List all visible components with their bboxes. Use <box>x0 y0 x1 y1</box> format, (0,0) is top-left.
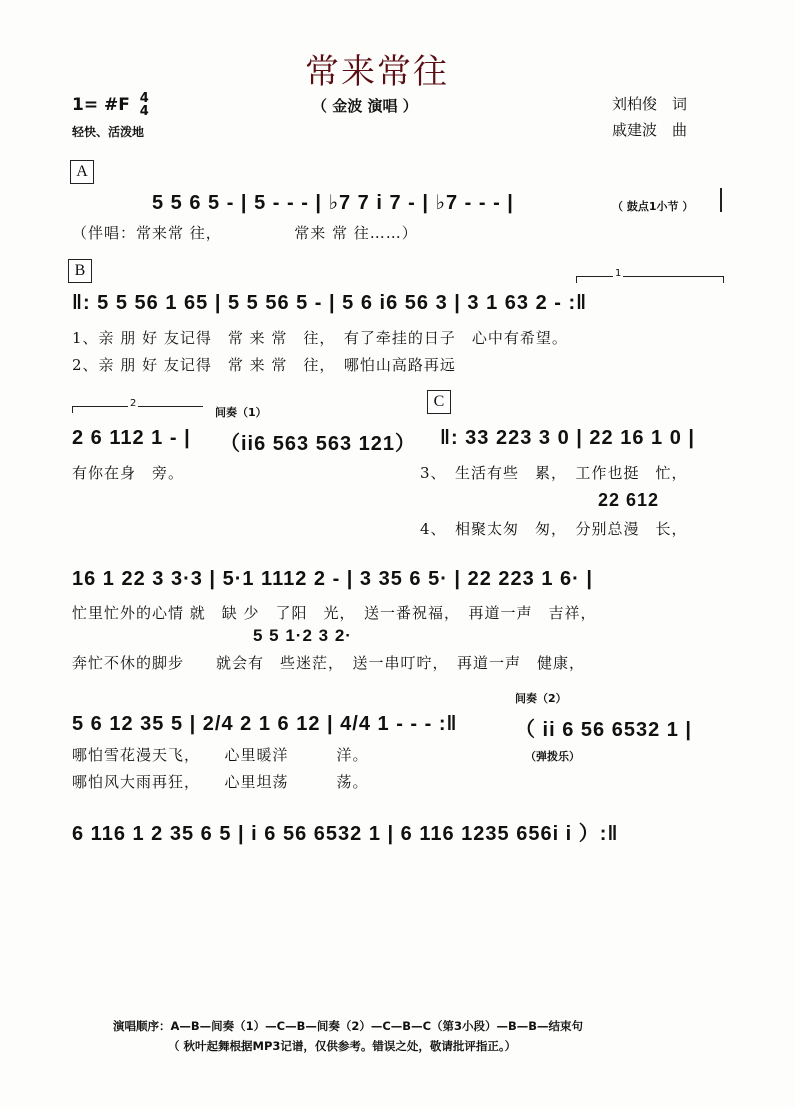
section-c-lyrics-verse4: 4、 相聚太匆 匆， 分别总漫 长， <box>420 520 688 538</box>
section-c-line2-lyrics-verse4: 奔忙不休的脚步 就会有 些迷茫， 送一串叮咛， 再道一声 健康， <box>72 654 586 672</box>
volta-2-lyrics: 有你在身 旁。 <box>72 464 185 482</box>
volta-bracket-1: 1 <box>576 276 724 283</box>
lyricist-credit: 刘柏俊 词 <box>612 95 688 113</box>
section-b-lyrics-verse2: 2、亲 朋 好 友记得 常 来 常 往， 哪怕山高路再远 <box>72 356 456 374</box>
key-label: 1= #F <box>72 95 130 115</box>
section-a-lyrics: （伴唱：常来常 往， 常来 常 往……） <box>72 224 418 242</box>
interlude-1-label: 间奏（1） <box>215 406 267 419</box>
time-signature: 4 4 <box>139 91 149 119</box>
barline <box>720 188 722 212</box>
section-b-notes: ‖: 5 5 56 1 65 | 5 5 56 5 - | 5 6 i6 56 3 | 3 1 63 2 - :‖ <box>72 292 588 314</box>
section-label-b: B <box>68 259 92 283</box>
section-label-c: C <box>427 390 451 414</box>
key-signature <box>72 92 149 118</box>
section-c-notes: ‖: 33 223 3 0 | 22 16 1 0 | <box>440 427 695 449</box>
section-c-lyrics-verse3: 3、 生活有些 累， 工作也挺 忙， <box>420 464 688 482</box>
section-c-line2-alt-notes: 5 5 1·2 3 2· <box>253 626 352 645</box>
section-b-lyrics-verse1: 1、亲 朋 好 友记得 常 来 常 往， 有了牵挂的日子 心中有希望。 <box>72 329 568 347</box>
song-title: 常来常往 <box>305 52 449 92</box>
section-c-line2-lyrics-verse3: 忙里忙外的心情 就 缺 少 了阳 光， 送一番祝福， 再道一声 吉祥， <box>72 604 597 622</box>
section-c-line2-notes: 16 1 22 3 3·3 | 5·1 1112 2 - | 3 35 6 5· | 22 223 1 6· | <box>72 568 593 590</box>
section-c-alt-notes: 22 612 <box>598 490 660 510</box>
section-c-line3-lyrics-verse4: 哪怕风大雨再狂， 心里坦荡 荡。 <box>72 773 369 791</box>
composer-credit: 戚建波 曲 <box>612 121 688 139</box>
singer-credit: （ 金波 演唱 ） <box>312 97 418 115</box>
section-c-line3-notes: 5 6 12 35 5 | 2/4 2 1 6 12 | 4/4 1 - - - :‖ <box>72 713 458 735</box>
performance-order: 演唱顺序：A—B—间奏（1）—C—B—间奏（2）—C—B—C（第3小段）—B—B—结束句 <box>113 1019 584 1033</box>
plucked-strings-note: （弹拨乐） <box>525 750 580 763</box>
interlude-1-notes: （ii6 563 563 121） <box>220 433 417 455</box>
section-a-notes: 5 5 6 5 - | 5 - - - | ♭7 7 i 7 - | ♭7 - - - | <box>152 192 514 214</box>
interlude-2-notes: （ ii 6 56 6532 1 | <box>515 719 693 741</box>
tempo-marking: 轻快、活泼地 <box>72 125 145 139</box>
drum-note: （ 鼓点1小节 ） <box>612 200 694 213</box>
interlude-2-label: 间奏（2） <box>515 692 567 705</box>
interlude-2-continuation-notes: 6 116 1 2 35 6 5 | i 6 56 6532 1 | 6 116 1235 656i i ）:‖ <box>72 823 619 845</box>
section-label-a: A <box>70 160 94 184</box>
volta-2-notes: 2 6 112 1 - | <box>72 427 191 449</box>
volta-bracket-2: 2 <box>72 406 203 413</box>
section-c-line3-lyrics-verse3: 哪怕雪花漫天飞， 心里暖洋 洋。 <box>72 746 369 764</box>
transcriber-note: （ 秋叶起舞根据MP3记谱，仅供参考。错误之处，敬请批评指正。） <box>168 1039 517 1053</box>
